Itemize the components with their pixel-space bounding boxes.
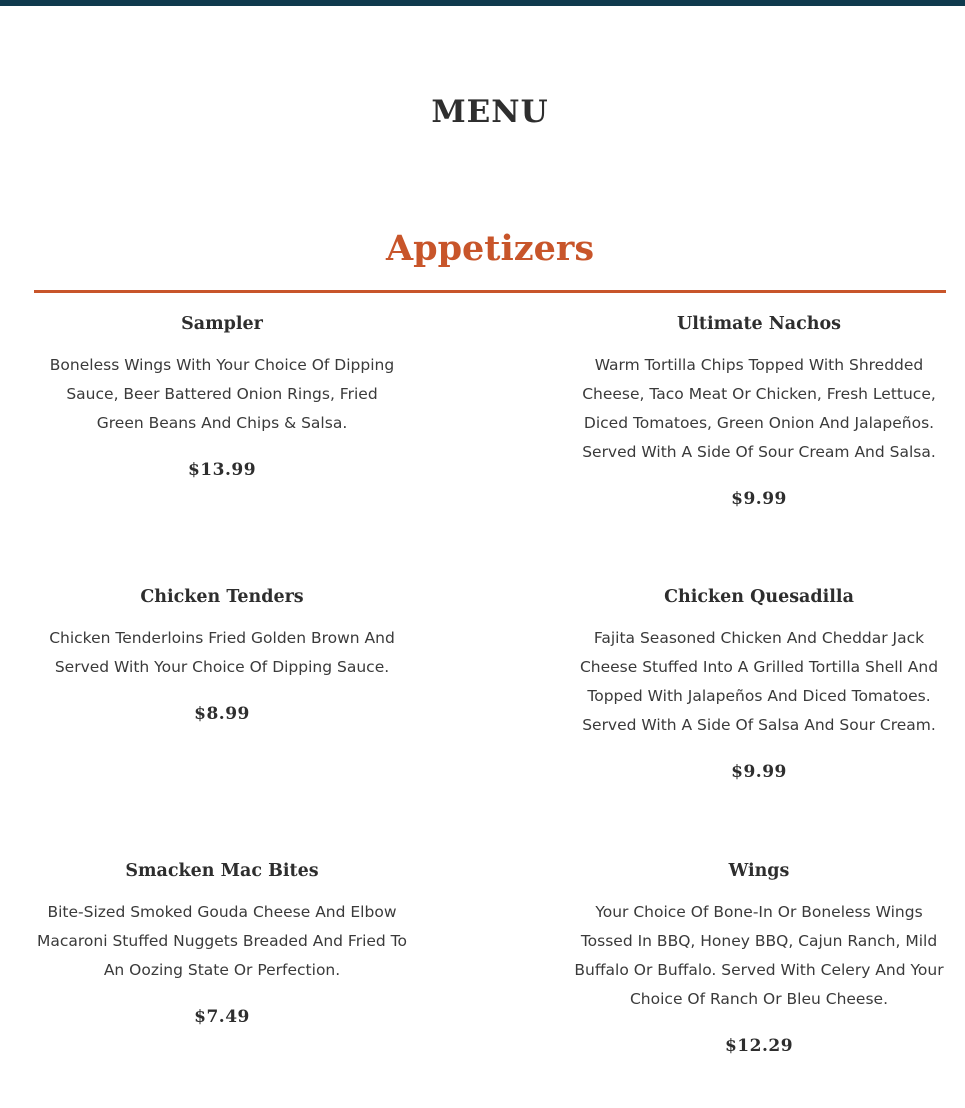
item-name: Chicken Tenders [140,587,304,607]
item-description: Chicken Tenderloins Fried Golden Brown And Served With Your Choice Of Dipping Sauce. [49,629,395,676]
page-title: MENU [431,94,549,130]
menu-item-chicken-quesadilla [572,585,946,782]
item-name: Smacken Mac Bites [125,861,319,881]
menu-item-wings [572,859,946,1056]
menu-item-smacken-mac-bites [34,859,410,1027]
item-description: Bite-Sized Smoked Gouda Cheese And Elbow Macaroni Stuffed Nuggets Breaded And Fried To An Oozing State Or Perfection. [36,903,408,979]
item-price: $9.99 [731,762,787,782]
item-name: Sampler [181,314,263,334]
item-price: $13.99 [187,460,257,480]
top-bar [0,0,965,6]
section-divider [34,290,946,293]
item-description: Boneless Wings With Your Choice Of Dipping Sauce, Beer Battered Onion Rings, Fried Green Beans And Chips & Salsa. [49,356,395,432]
item-name: Wings [728,861,790,881]
item-price: $12.29 [724,1036,794,1056]
menu-item-chicken-tenders [34,585,410,724]
section-title-appetizers: Appetizers [385,228,595,269]
item-name: Chicken Quesadilla [664,587,854,607]
item-price: $7.49 [194,1007,250,1027]
item-description: Fajita Seasoned Chicken And Cheddar Jack Cheese Stuffed Into A Grilled Tortilla Shell And Topped With Jalapeños And Diced Tomatoes. Served With A Side Of Salsa And Sour Cream. [579,629,939,734]
menu-item-ultimate-nachos [572,312,946,509]
item-price: $9.99 [731,489,787,509]
item-description: Your Choice Of Bone-In Or Boneless Wings Tossed In BBQ, Honey BBQ, Cajun Ranch, Mild Buffalo Or Buffalo. Served With Celery And Your Choice Of Ranch Or Bleu Cheese. [574,903,944,1008]
menu-item-sampler [34,312,410,480]
item-price: $8.99 [194,704,250,724]
item-description: Warm Tortilla Chips Topped With Shredded Cheese, Taco Meat Or Chicken, Fresh Lettuce, Diced Tomatoes, Green Onion And Jalapeños. Served With A Side Of Sour Cream And Salsa. [582,356,936,461]
item-name: Ultimate Nachos [676,314,842,334]
